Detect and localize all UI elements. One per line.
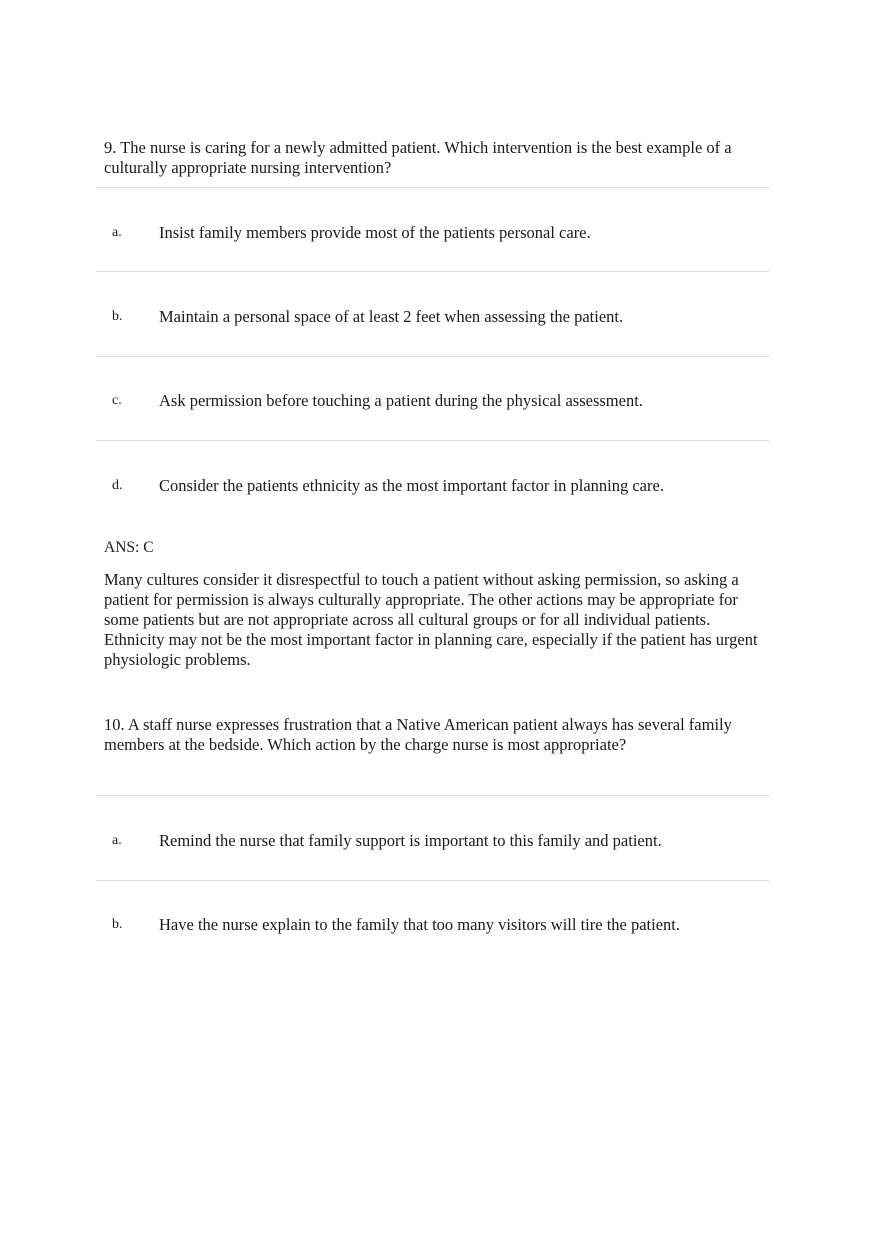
- option-letter: a.: [112, 225, 122, 240]
- question-9-option-b: [104, 306, 769, 328]
- option-letter: b.: [112, 309, 123, 324]
- option-text: Remind the nurse that family support is important to this family and patient.: [159, 831, 662, 850]
- option-letter: b.: [112, 917, 123, 932]
- divider: [96, 356, 769, 357]
- option-letter: d.: [112, 478, 123, 493]
- option-text: Consider the patients ethnicity as the most important factor in planning care.: [159, 476, 664, 495]
- option-text: Insist family members provide most of the patients personal care.: [159, 223, 591, 242]
- question-9-option-d: [104, 475, 769, 497]
- option-text: Have the nurse explain to the family that too many visitors will tire the patient.: [159, 915, 680, 934]
- question-10-stem: 10. A staff nurse expresses frustration that a Native American patient always has several family members at the bedside. Which action by the charge nurse is most appropriate?: [104, 715, 732, 754]
- divider: [96, 795, 769, 796]
- option-letter: a.: [112, 833, 122, 848]
- option-letter: c.: [112, 393, 122, 408]
- question-9-option-c: [104, 390, 769, 412]
- question-10-option-b: [104, 914, 769, 936]
- divider: [96, 880, 769, 881]
- answer-key: ANS: C: [104, 539, 154, 556]
- option-text: Ask permission before touching a patient during the physical assessment.: [159, 391, 643, 410]
- question-9-option-a: [104, 222, 769, 244]
- question-10-option-a: [104, 830, 769, 852]
- answer-rationale: Many cultures consider it disrespectful to touch a patient without asking permission, so asking a patient for permission is always culturally appropriate. The other actions may be appropriate for some patients but are not appropriate across all cultural groups or for all individual patients. Ethnicity may not be the most important factor in planning care, especially if the patient has urgent physiologic problems.: [104, 570, 758, 669]
- question-9-stem: 9. The nurse is caring for a newly admitted patient. Which intervention is the best example of a culturally appropriate nursing intervention?: [104, 138, 732, 177]
- divider: [96, 440, 769, 441]
- divider: [96, 271, 769, 272]
- divider: [96, 187, 769, 188]
- option-text: Maintain a personal space of at least 2 feet when assessing the patient.: [159, 307, 624, 326]
